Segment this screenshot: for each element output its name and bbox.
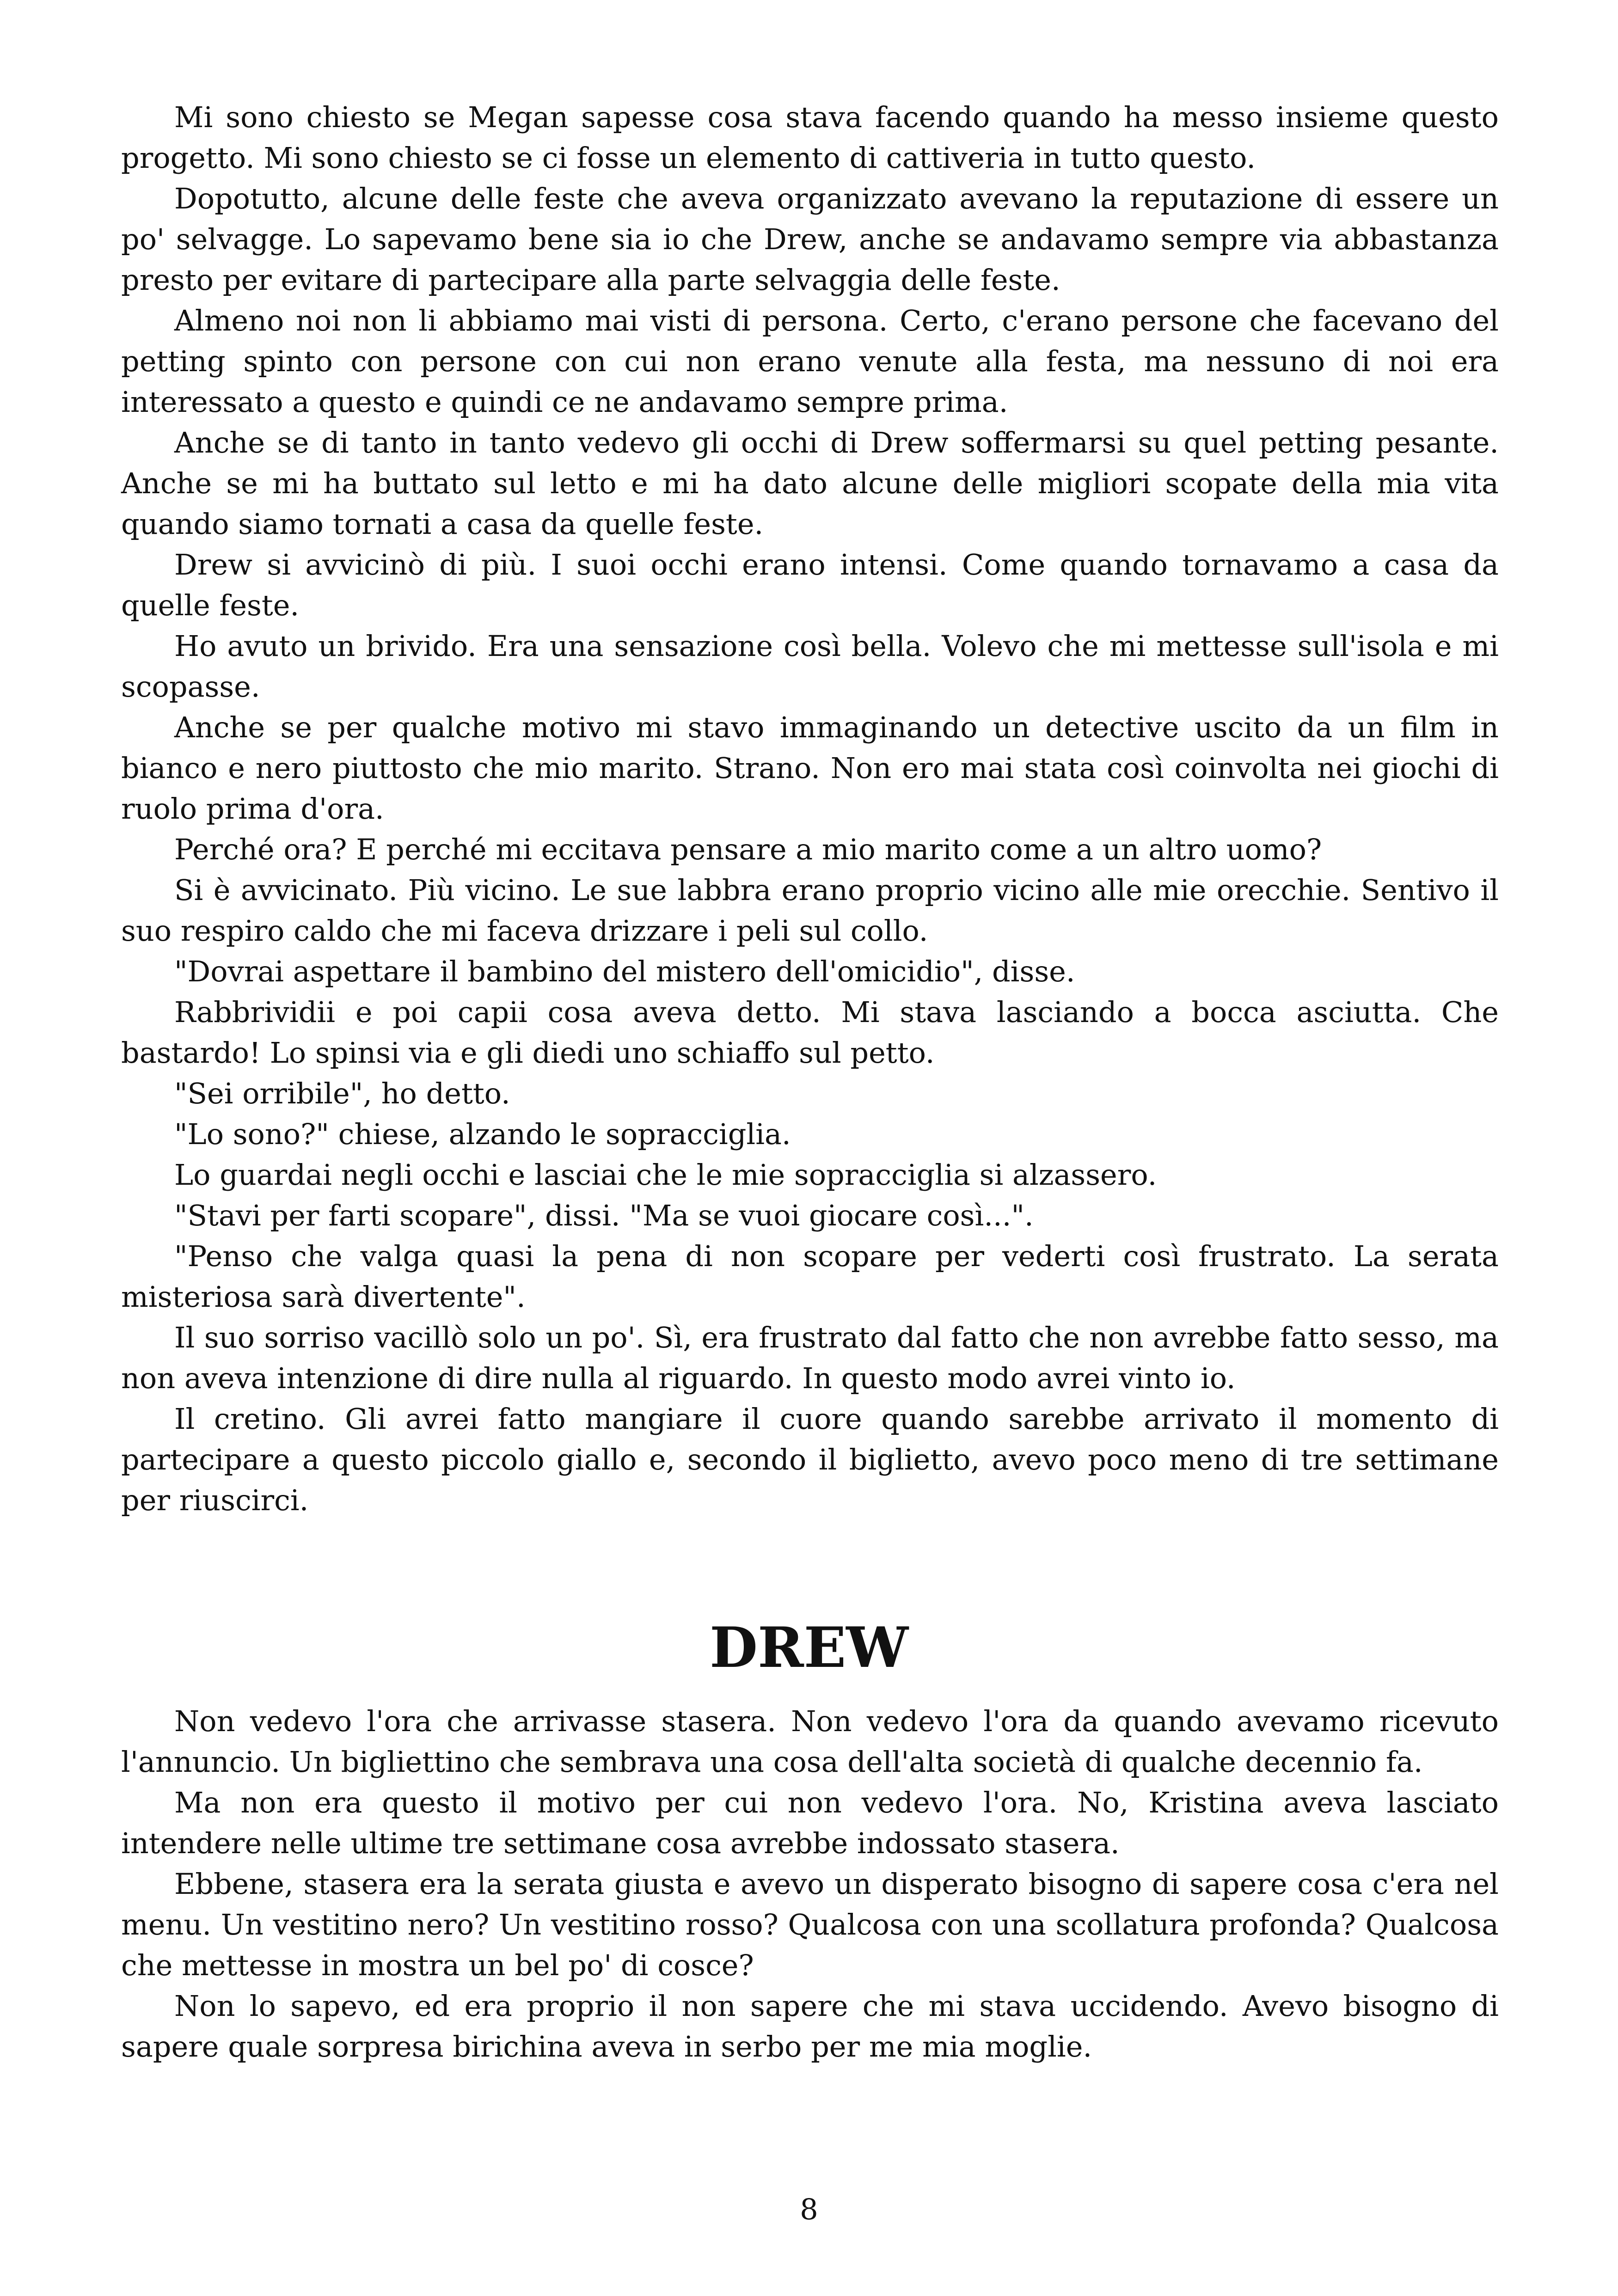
paragraph: Non vedevo l'ora che arrivasse stasera. Non vedevo l'ora da quando avevamo ricevuto l'annuncio. Un bigliettino che sembrava una cosa dell'alta società di qualche decennio fa. [121,1704,1499,1779]
paragraph: Almeno noi non li abbiamo mai visti di persona. Certo, c'erano persone che facevano del petting spinto con persone con cui non erano venute alla festa, ma nessuno di noi era interessato a questo e quindi ce ne andavamo sempre prima. [121,304,1499,419]
paragraph: "Stavi per farti scopare", dissi. "Ma se vuoi giocare così...". [174,1199,1034,1232]
paragraph: "Lo sono?" chiese, alzando le sopracciglia. [174,1117,791,1151]
chapter-heading: DREW [709,1615,909,1680]
paragraph: Ma non era questo il motivo per cui non vedevo l'ora. No, Kristina aveva lasciato intendere nelle ultime tre settimane cosa avrebbe indossato stasera. [121,1786,1499,1860]
paragraph: Rabbrividii e poi capii cosa aveva detto. Mi stava lasciando a bocca asciutta. Che bastardo! Lo spinsi via e gli diedi uno schiaffo sul petto. [121,995,1499,1070]
page-number: 8 [800,2192,818,2226]
paragraph: Il suo sorriso vacillò solo un po'. Sì, era frustrato dal fatto che non avrebbe fatto sesso, ma non aveva intenzione di dire nulla al riguardo. In questo modo avrei vinto io. [121,1321,1499,1395]
paragraph: Si è avvicinato. Più vicino. Le sue labbra erano proprio vicino alle mie orecchie. Sentivo il suo respiro caldo che mi faceva drizzare i peli sul collo. [121,873,1499,948]
paragraph: Anche se di tanto in tanto vedevo gli occhi di Drew soffermarsi su quel petting pesante. Anche se mi ha buttato sul letto e mi ha dato alcune delle migliori scopate della mia vita quando siamo tornati a casa da quelle feste. [121,426,1499,541]
paragraph: Ho avuto un brivido. Era una sensazione così bella. Volevo che mi mettesse sull'isola e mi scopasse. [121,629,1499,704]
paragraph: Drew si avvicinò di più. I suoi occhi erano intensi. Come quando tornavamo a casa da quelle feste. [121,548,1499,622]
paragraph: "Penso che valga quasi la pena di non scopare per vederti così frustrato. La serata misteriosa sarà divertente". [121,1239,1499,1314]
paragraph: Mi sono chiesto se Megan sapesse cosa stava facendo quando ha messo insieme questo progetto. Mi sono chiesto se ci fosse un elemento di cattiveria in tutto questo. [121,100,1499,175]
paragraph: Anche se per qualche motivo mi stavo immaginando un detective uscito da un film in bianco e nero piuttosto che mio marito. Strano. Non ero mai stata così coinvolta nei giochi di ruolo prima d'ora. [121,710,1499,826]
paragraph: Perché ora? E perché mi eccitava pensare a mio marito come a un altro uomo? [174,833,1322,866]
paragraph: Lo guardai negli occhi e lasciai che le mie sopracciglia si alzassero. [174,1158,1157,1192]
paragraph: "Dovrai aspettare il bambino del mistero dell'omicidio", disse. [174,955,1075,988]
paragraph: "Sei orribile", ho detto. [174,1077,510,1110]
paragraph: Ebbene, stasera era la serata giusta e avevo un disperato bisogno di sapere cosa c'era nel menu. Un vestitino nero? Un vestitino rosso? Qualcosa con una scollatura profonda? Qualcosa che mettesse in mostra un bel po' di cosce? [121,1867,1499,1982]
paragraph: Non lo sapevo, ed era proprio il non sapere che mi stava uccidendo. Avevo bisogno di sapere quale sorpresa birichina aveva in serbo per me mia moglie. [121,1989,1499,2063]
paragraph: Dopotutto, alcune delle feste che aveva organizzato avevano la reputazione di essere un po' selvagge. Lo sapevamo bene sia io che Drew, anche se andavamo sempre via abbastanza presto per evitare di partecipare alla parte selvaggia delle feste. [121,182,1499,297]
body-text-section-1 [121,97,1499,1521]
paragraph: Il cretino. Gli avrei fatto mangiare il cuore quando sarebbe arrivato il momento di partecipare a questo piccolo giallo e, secondo il biglietto, avevo poco meno di tre settimane per riuscirci. [121,1402,1499,1517]
body-text-section-2 [121,1701,1499,2067]
